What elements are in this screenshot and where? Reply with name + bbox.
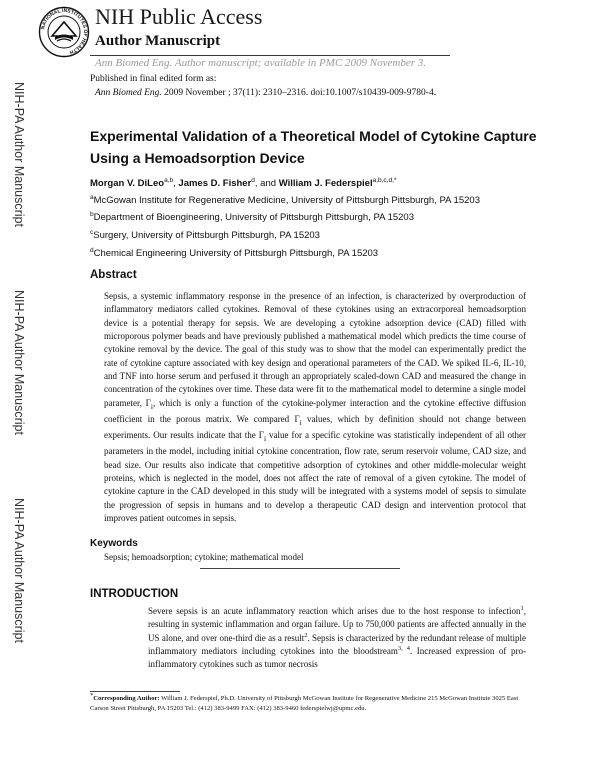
footnote-text: William J. Federspiel, Ph.D. University of Pittsburgh McGowan Institute for Regenerative Medicine 215 McGowan Institute 3025 East Carson Street Pittsburgh, PA 15203 Tel.: (412) 383-9499 FAX: (412) 383-9460 federspielwj@upmc.edu. bbox=[90, 695, 519, 712]
footnote-divider bbox=[90, 691, 180, 692]
side-label-middle: NIH-PA Author Manuscript bbox=[12, 290, 26, 435]
introduction-heading: INTRODUCTION bbox=[90, 588, 179, 600]
citation-ref: 3, 4 bbox=[397, 644, 410, 652]
intro-part: Severe sepsis is an acute inflammatory reaction which arises due to the host response to infection bbox=[148, 606, 521, 616]
side-label-bottom: NIH-PA Author Manuscript bbox=[12, 498, 26, 643]
affiliation bbox=[90, 212, 414, 223]
author-affiliation-marks: a,b,c,d,* bbox=[372, 176, 397, 184]
keywords-text: Sepsis; hemoadsorption; cytokine; mathematical model bbox=[104, 552, 304, 562]
author-affiliation-marks: a,b bbox=[164, 176, 174, 184]
side-label-top: NIH-PA Author Manuscript bbox=[12, 82, 26, 227]
author-separator: , and bbox=[254, 178, 279, 189]
abstract-heading: Abstract bbox=[90, 269, 137, 281]
author-affiliation-marks: d bbox=[251, 176, 255, 184]
article-title: Experimental Validation of a Theoretical Model of Cytokine Capture Using a Hemoadsorption Device bbox=[90, 128, 537, 166]
citation-ref: 1 bbox=[520, 605, 524, 612]
affiliation-mark: c bbox=[90, 228, 94, 236]
citation-journal: Ann Biomed Eng. bbox=[95, 88, 162, 98]
affiliation-text: Chemical Engineering University of Pittsburgh Pittsburgh, PA 15203 bbox=[93, 248, 379, 259]
abstract-part: , which is only a function of the cytokine-polymer interaction and the cytokine effective diffusion coefficient in the porous matrix. We compared Γ bbox=[104, 397, 526, 424]
svg-text:NATIONAL INSTITUTES OF HEALTH: NATIONAL INSTITUTES OF HEALTH bbox=[40, 7, 89, 56]
author-name: William J. Federspiel bbox=[278, 178, 373, 189]
footnote-label: Corresponding Author: bbox=[93, 695, 160, 702]
intro-part: , resulting in systemic inflammation and organ failure. Up to 750,000 patients are affected annually in the US alone, and over one-third die as a result bbox=[148, 606, 526, 643]
affiliation bbox=[90, 230, 320, 241]
intro-part: . Sepsis is characterized by the redundant release of multiple inflammatory mediators including cytokines into the bloodstream bbox=[148, 632, 527, 656]
gamma-subscript: i bbox=[263, 433, 267, 443]
affiliation-mark: d bbox=[90, 246, 94, 254]
affiliation bbox=[90, 248, 378, 259]
corresponding-author-footnote bbox=[90, 691, 526, 714]
author-name: Morgan V. DiLeo bbox=[90, 178, 165, 189]
citation-line bbox=[95, 88, 436, 98]
gamma-subscript: i bbox=[299, 417, 302, 427]
citation-details: 2009 November ; 37(11): 2310–2316. doi:10.1007/s10439-009-9780-4. bbox=[161, 88, 437, 98]
nih-public-access-title: NIH Public Access bbox=[95, 4, 263, 29]
published-as-note: Published in final edited form as: bbox=[90, 74, 217, 84]
availability-line bbox=[95, 57, 426, 69]
affiliation bbox=[90, 195, 480, 206]
citation-ref: 2 bbox=[304, 631, 308, 639]
availability-journal: Ann Biomed Eng. bbox=[95, 57, 173, 69]
header-divider bbox=[90, 55, 450, 56]
abstract-part: value for a specific cytokine was statistically independent of all other parameters in the model, including initial cytokine concentration, flow rate, serum reservoir volume, CAD size, and bead size. Our results also indicate that competitive adsorption of cytokines and other middle-molecular weight proteins, which is neglected in the model, does not affect the rate of removal of a given cytokine. The model of cytokine capture in the CAD developed in this study will be integrated with a systems model of sepsis to simulate the progression of sepsis in humans and to develop a therapeutic CAD design and intervention protocol that improves patient outcomes in sepsis. bbox=[104, 430, 526, 523]
affiliation-mark: a bbox=[90, 193, 94, 201]
footnote-marker: * bbox=[90, 691, 94, 699]
introduction-text bbox=[148, 605, 526, 671]
abstract-part: values, which by definition should not change between experiments. Our results indicate that the Γ bbox=[104, 413, 527, 441]
affiliation-text: Department of Bioengineering, University of Pittsburgh Pittsburgh, PA 15203 bbox=[93, 212, 414, 223]
gamma-subscript: i bbox=[150, 401, 153, 411]
abstract-text bbox=[104, 290, 526, 525]
nih-seal-logo bbox=[38, 6, 90, 58]
intro-part: . Increased expression of pro-inflammatory cytokines such as tumor necrosis bbox=[148, 645, 526, 670]
affiliation-text: McGowan Institute for Regenerative Medicine, University of Pittsburgh Pittsburgh, PA 15203 bbox=[93, 195, 480, 206]
affiliation-mark: b bbox=[90, 210, 94, 218]
affiliation-text: Surgery, University of Pittsburgh Pittsburgh, PA 15203 bbox=[93, 230, 320, 241]
section-divider bbox=[200, 568, 400, 569]
availability-text: Author manuscript; available in PMC 2009 November 3. bbox=[172, 57, 426, 69]
author-manuscript-label: Author Manuscript bbox=[95, 33, 221, 49]
author-list bbox=[90, 178, 396, 189]
keywords-heading: Keywords bbox=[90, 538, 138, 549]
author-separator: , bbox=[173, 178, 179, 189]
author-name: James D. Fisher bbox=[178, 178, 252, 189]
abstract-part: Sepsis, a systemic inflammatory response in the presence of an infection, is characterized by overproduction of inflammatory mediators called cytokines. Removal of these cytokines using an extracorporeal hemoadsorption device is a potential therapy for sepsis. We are developing a cytokine adsorption device (CAD) filled with microporous polymer beads and have previously published a mathematical model which predicts the time course of cytokine removal by the device. The goal of this study was to show that the model can experimentally predict the rate of cytokine capture associated with key design and operational parameters of the CAD. We spiked IL-6, IL-10, and TNF into horse serum and perfused it through an appropriately scaled-down CAD and measured the change in concentration of the cytokines over time. These data were fit to the mathematical model to determine a single model parameter, Γ bbox=[104, 291, 526, 408]
